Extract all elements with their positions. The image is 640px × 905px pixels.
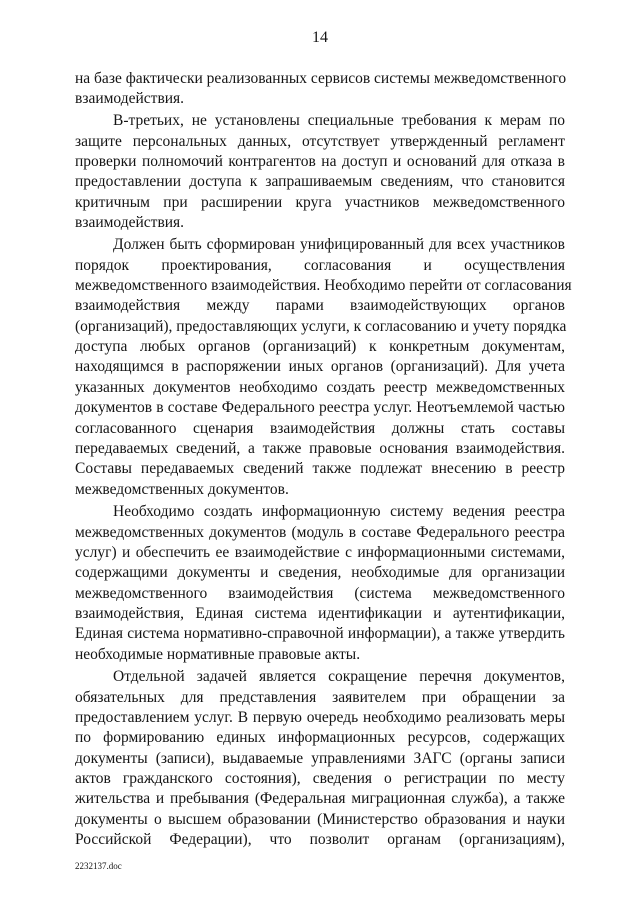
text-line: порядок проектирования, согласования и осуществления bbox=[75, 257, 565, 274]
text-line: Должен быть сформирован унифицированный для всех участников bbox=[113, 236, 565, 253]
text-line: передаваемых сведений, а также правовые основания взаимодействия. bbox=[75, 440, 565, 457]
document-code: 2232137.doc bbox=[75, 861, 122, 871]
text-line: доступа любых органов (организаций) к конкретным документам, bbox=[75, 338, 565, 355]
text-line: документы (записи), выдаваемые управлениями ЗАГС (органы записи bbox=[75, 750, 565, 767]
text-line: обязательных для представления заявителем при обращении за bbox=[75, 689, 565, 706]
text-line: межведомственного взаимодействия. Необходимо перейти от согласования bbox=[75, 277, 572, 294]
text-line: необходимые нормативные правовые акты. bbox=[75, 646, 361, 663]
text-line: Составы передаваемых сведений также подлежат внесению в реестр bbox=[75, 460, 565, 477]
text-line: на базе фактически реализованных сервисов системы межведомственного bbox=[75, 70, 567, 87]
text-line: взаимодействия между парами взаимодействующих органов bbox=[75, 297, 565, 314]
text-line: по формированию единых информационных ресурсов, содержащих bbox=[75, 729, 565, 746]
text-line: взаимодействия. bbox=[75, 90, 185, 107]
text-line: Необходимо создать информационную систему ведения реестра bbox=[113, 503, 565, 520]
text-line: взаимодействия. bbox=[75, 214, 185, 231]
text-line: жительства и пребывания (Федеральная миграционная служба), а также bbox=[75, 790, 565, 807]
text-line: услуг) и обеспечить ее взаимодействие с информационными системами, bbox=[75, 544, 565, 561]
text-line: Российской Федерации), что позволит органам (организациям), bbox=[75, 831, 565, 848]
text-line: указанных документов необходимо создать реестр межведомственных bbox=[75, 379, 565, 396]
text-line: актов гражданского состояния), сведения о регистрации по месту bbox=[75, 770, 565, 787]
text-line: проверки полномочий контрагентов на доступ и оснований для отказа в bbox=[75, 153, 565, 170]
text-line: взаимодействия, Единая система идентификации и аутентификации, bbox=[75, 605, 565, 622]
text-line: межведомственных документов (модуль в составе Федерального реестра bbox=[75, 524, 565, 541]
text-line: находящимся в распоряжении иных органов (организаций). Для учета bbox=[75, 358, 565, 375]
text-line: В-третьих, не установлены специальные требования к мерам по bbox=[113, 112, 565, 129]
text-line: предоставлении доступа к запрашиваемым сведениям, что становится bbox=[75, 173, 565, 190]
text-line: защите персональных данных, отсутствует утвержденный регламент bbox=[75, 133, 565, 150]
text-line: согласованного сценария взаимодействия должны стать составы bbox=[75, 420, 565, 437]
text-line: содержащими документы и сведения, необходимые для организации bbox=[75, 564, 565, 581]
text-line: (организаций), предоставляющих услуги, к согласованию и учету порядка bbox=[75, 318, 567, 335]
text-line: документы о высшем образовании (Министерство образования и науки bbox=[75, 811, 565, 828]
text-line: межведомственного взаимодействия (система межведомственного bbox=[75, 585, 565, 602]
text-line: предоставлением услуг. В первую очередь необходимо реализовать меры bbox=[75, 709, 565, 726]
text-line: критичным при расширении круга участников межведомственного bbox=[75, 194, 565, 211]
text-line: Отдельной задачей является сокращение перечня документов, bbox=[113, 668, 565, 685]
text-line: документов в составе Федерального реестра услуг. Неотъемлемой частью bbox=[75, 399, 565, 416]
text-line: межведомственных документов. bbox=[75, 481, 289, 498]
page-number: 14 bbox=[312, 29, 328, 46]
text-line: Единая система нормативно-справочной информации), а также утвердить bbox=[75, 625, 565, 642]
